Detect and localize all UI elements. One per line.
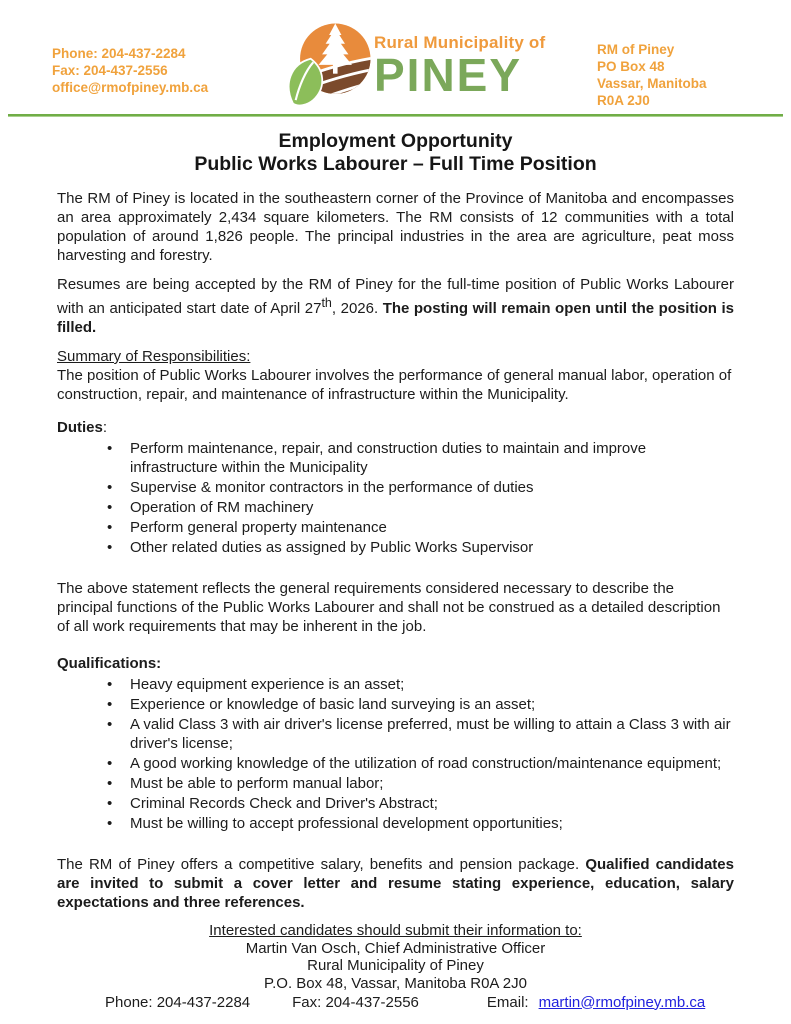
spacer (57, 841, 734, 855)
duties-list-item: • Supervise & monitor contractors in the performance of duties (57, 478, 734, 497)
duties-list-item: • Other related duties as assigned by Public Works Supervisor (57, 538, 734, 557)
qualifications-heading: Qualifications: (57, 655, 162, 672)
qualifications-list (57, 675, 734, 833)
duties-list-item: • Operation of RM machinery (57, 498, 734, 517)
duties-list-item: • Perform maintenance, repair, and construction duties to maintain and improve infrastructure within the Municipality (57, 439, 734, 477)
qualifications-list-item: • Experience or knowledge of basic land surveying is an asset; (57, 695, 734, 714)
footer-phone: Phone: 204-437-2284 (105, 993, 251, 1011)
qualifications-list-item: • Must be able to perform manual labor; (57, 774, 734, 793)
letterhead-address-line: R0A 2J0 (597, 93, 650, 108)
spacer (57, 565, 734, 579)
closing-paragraph (57, 855, 734, 912)
leaf-icon (289, 59, 323, 106)
logo-text-block (374, 20, 546, 101)
resumes-text: Resumes are being accepted by the RM of Piney for the full-time position of Public Works Labourer with an anticipated start date of April 27 (57, 276, 734, 317)
closing-normal-text: The RM of Piney offers a competitive salary, benefits and pension package. (57, 856, 586, 873)
spacer (57, 646, 734, 654)
title-line-2: Public Works Labourer – Full Time Position (194, 153, 597, 175)
logo-name: PINEY (374, 49, 523, 101)
letterhead-contact-line: Fax: 204-437-2556 (52, 63, 168, 78)
letterhead-address-line: Vassar, Manitoba (597, 76, 707, 91)
letterhead-contact-line: office@rmofpiney.mb.ca (52, 80, 209, 95)
apply-heading: Interested candidates should submit their information to: (209, 922, 582, 939)
duties-heading-label: Duties (57, 419, 103, 436)
letterhead-contact-line: Phone: 204-437-2284 (52, 46, 186, 61)
duties-list-item: • Perform general property maintenance (57, 518, 734, 537)
logo-tagline: Rural Municipality of (374, 33, 546, 52)
page-title (57, 130, 734, 176)
qualifications-list-item: • Heavy equipment experience is an asset; (57, 675, 734, 694)
qualifications-list-item: • Must be willing to accept professional development opportunities; (57, 814, 734, 833)
piney-logo (286, 20, 545, 108)
letterhead-contact-block (52, 45, 208, 96)
duties-list (57, 439, 734, 557)
duties-heading (57, 418, 734, 437)
spacer (57, 404, 734, 418)
resumes-date-tail: , 2026. (331, 300, 383, 317)
footer-contact-row (57, 993, 734, 1012)
footer-email-link[interactable]: martin@rmofpiney.mb.ca (538, 993, 706, 1011)
resumes-paragraph (57, 275, 734, 337)
apply-address: P.O. Box 48, Vassar, Manitoba R0A 2J0 (264, 974, 527, 992)
qualifications-list-item: • Criminal Records Check and Driver's Abstract; (57, 794, 734, 813)
letterhead-address-line: RM of Piney (597, 42, 675, 57)
summary-section (57, 347, 734, 404)
summary-heading: Summary of Responsibilities: (57, 348, 251, 365)
summary-body: The position of Public Works Labourer involves the performance of general manual labor, operation of construction, repair, and maintenance of infrastructure within the Municipality. (57, 367, 732, 403)
duties-heading-colon: : (102, 419, 108, 436)
header-divider-rule (8, 114, 783, 117)
closing-bold-text: Qualified candidates are invited to submit a cover letter and resume stating experience, education, salary expectations and three references. (57, 856, 734, 911)
date-ordinal-superscript: th (321, 296, 332, 310)
qualifications-list-item: • A valid Class 3 with air driver's license preferred, must be willing to attain a Class 3 with air driver's license; (57, 715, 734, 753)
letterhead-address-block (597, 41, 707, 109)
document-body (57, 130, 734, 1012)
intro-paragraph: The RM of Piney is located in the southeastern corner of the Province of Manitoba and encompasses an area approximately 2,434 square kilometers. The RM consists of 12 communities with a total population of around 1,826 people. The principal industries in the area are agriculture, peat moss harvesting and forestry. (57, 190, 734, 264)
footer-fax: Fax: 204-437-2556 (292, 993, 419, 1011)
posting-open-bold-text: The posting will remain open until the position is filled. (57, 300, 735, 336)
qualifications-list-item: • A good working knowledge of the utilization of road construction/maintenance equipment; (57, 754, 734, 773)
statement-paragraph: The above statement reflects the general requirements considered necessary to describe the principal functions of the Public Works Labourer and shall not be construed as a detailed description of all work requirements that may be inherent in the job. (57, 580, 721, 635)
piney-logo-icon (286, 20, 374, 108)
apply-block (57, 922, 734, 992)
apply-contact-name: Martin Van Osch, Chief Administrative Officer (245, 939, 546, 957)
letterhead-address-line: PO Box 48 (597, 59, 665, 74)
apply-org: Rural Municipality of Piney (307, 957, 484, 974)
title-line-1: Employment Opportunity (278, 130, 513, 152)
footer-email-label: Email: (486, 993, 529, 1011)
